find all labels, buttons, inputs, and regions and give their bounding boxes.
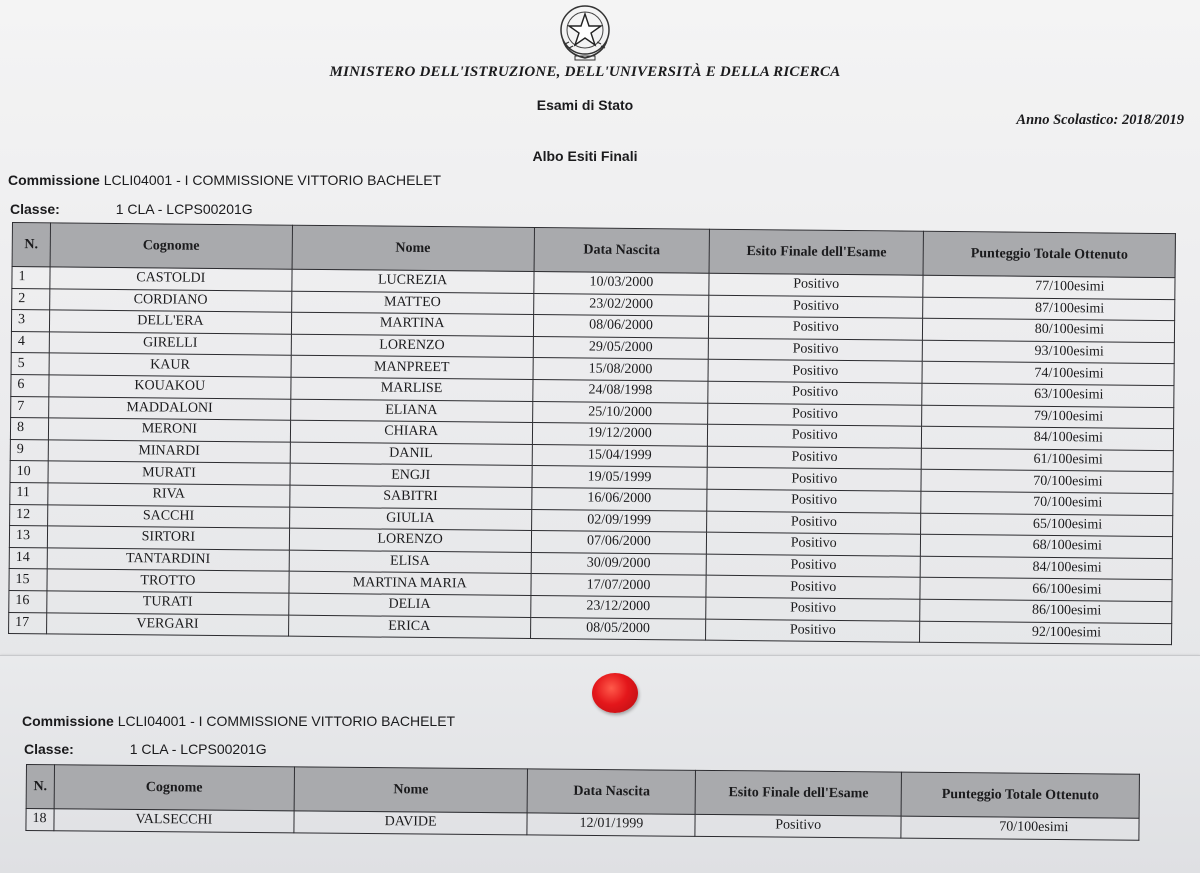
row-number: 18 [26, 809, 54, 831]
score-cell: 80/100esimi [923, 318, 1175, 342]
classe-value: 1 CLA - LCPS00201G [115, 201, 253, 217]
surname-cell: MINARDI [48, 440, 290, 464]
first-name-cell: DAVIDE [294, 811, 528, 835]
score-cell: 70/100esimi [921, 470, 1173, 494]
birth-date-cell: 10/03/2000 [533, 272, 709, 295]
score-cell: 70/100esimi [921, 491, 1173, 515]
row-number: 1 [12, 267, 50, 289]
score-cell: 74/100esimi [922, 362, 1174, 386]
surname-cell: DELL'ERA [49, 310, 291, 334]
birth-date-cell: 12/01/1999 [527, 813, 695, 836]
outcome-cell: Positivo [709, 338, 923, 362]
surname-cell: TURATI [47, 591, 289, 615]
score-cell: 70/100esimi [901, 816, 1139, 840]
surname-cell: KAUR [49, 353, 291, 377]
column-header-n: N. [26, 765, 54, 809]
surname-cell: MADDALONI [49, 396, 291, 420]
surname-cell: VERGARI [47, 612, 289, 636]
exam-title: Esami di Stato [536, 97, 634, 113]
row-number: 3 [11, 310, 49, 332]
classe-label: Classe: [10, 201, 60, 217]
surname-cell: KOUAKOU [49, 375, 291, 399]
first-name-cell: CHIARA [290, 420, 532, 444]
list-title: Albo Esiti Finali [532, 148, 638, 164]
first-name-cell: ENGJI [290, 464, 532, 488]
column-header-cognome: Cognome [54, 765, 294, 811]
row-number: 16 [9, 590, 47, 612]
birth-date-cell: 23/02/2000 [533, 293, 709, 316]
birth-date-cell: 30/09/2000 [531, 552, 707, 575]
first-name-cell: DANIL [290, 442, 532, 466]
birth-date-cell: 08/06/2000 [533, 315, 709, 338]
birth-date-cell: 19/05/1999 [532, 466, 708, 489]
outcome-cell: Positivo [708, 424, 922, 448]
first-name-cell: GIULIA [289, 507, 531, 531]
score-cell: 77/100esimi [923, 275, 1175, 299]
outcome-cell: Positivo [708, 446, 922, 470]
column-header-data-nascita: Data Nascita [528, 769, 696, 814]
commissione-line [8, 172, 441, 188]
row-number: 5 [11, 353, 49, 375]
row-number: 6 [11, 374, 49, 396]
first-name-cell: LORENZO [291, 334, 533, 358]
first-name-cell: MARTINA [291, 312, 533, 336]
birth-date-cell: 24/08/1998 [532, 379, 708, 402]
birth-date-cell: 25/10/2000 [532, 401, 708, 424]
outcome-cell: Positivo [706, 597, 920, 621]
row-number: 10 [10, 461, 48, 483]
row-number: 13 [9, 526, 47, 548]
score-cell: 87/100esimi [923, 297, 1175, 321]
table-body [9, 267, 1175, 645]
row-number: 14 [9, 547, 47, 569]
column-header-n: N. [12, 223, 50, 267]
surname-cell: TROTTO [47, 569, 289, 593]
surname-cell: TANTARDINI [47, 548, 289, 572]
birth-date-cell: 02/09/1999 [531, 509, 707, 532]
surname-cell: RIVA [48, 483, 290, 507]
birth-date-cell: 15/08/2000 [533, 358, 709, 381]
surname-cell: SIRTORI [47, 526, 289, 550]
first-name-cell: MARTINA MARIA [289, 571, 531, 595]
ministry-title: MINISTERO DELL'ISTRUZIONE, DELL'UNIVERSITÀ E DELLA RICERCA [329, 64, 841, 80]
column-header-punteggio: Punteggio Totale Ottenuto [923, 231, 1175, 277]
surname-cell: CORDIANO [50, 288, 292, 312]
first-name-cell: ELIANA [290, 399, 532, 423]
italian-republic-emblem-icon [553, 0, 617, 64]
column-header-nome: Nome [292, 225, 534, 271]
birth-date-cell: 23/12/2000 [530, 595, 706, 618]
outcome-cell: Positivo [709, 295, 923, 319]
classe-line [10, 201, 253, 217]
birth-date-cell: 29/05/2000 [533, 336, 709, 359]
classe-label: Classe: [24, 741, 74, 757]
surname-cell: CASTOLDI [50, 267, 292, 291]
first-name-cell: LORENZO [289, 528, 531, 552]
outcome-cell: Positivo [695, 814, 901, 837]
first-name-cell: DELIA [288, 593, 530, 617]
first-name-cell: ELISA [289, 550, 531, 574]
surname-cell: VALSECCHI [54, 809, 294, 833]
outcome-cell: Positivo [706, 575, 920, 599]
commissione-value: LCLI04001 - I COMMISSIONE VITTORIO BACHELET [103, 172, 442, 188]
first-name-cell: SABITRI [290, 485, 532, 509]
score-cell: 86/100esimi [920, 599, 1172, 623]
score-cell: 65/100esimi [921, 513, 1173, 537]
birth-date-cell: 19/12/2000 [532, 423, 708, 446]
column-header-punteggio: Punteggio Totale Ottenuto [901, 772, 1139, 818]
outcome-cell: Positivo [708, 360, 922, 384]
row-number: 8 [10, 418, 48, 440]
score-cell: 66/100esimi [920, 578, 1172, 602]
column-header-cognome: Cognome [50, 223, 292, 269]
score-cell: 79/100esimi [922, 405, 1174, 429]
column-header-esito: Esito Finale dell'Esame [709, 229, 923, 275]
row-number: 11 [10, 482, 48, 504]
outcome-cell: Positivo [707, 489, 921, 513]
first-name-cell: ERICA [288, 615, 530, 639]
row-number: 15 [9, 569, 47, 591]
surname-cell: MURATI [48, 461, 290, 485]
commissione-line [22, 713, 455, 729]
results-table [8, 222, 1176, 645]
row-number: 17 [9, 612, 47, 634]
outcome-cell: Positivo [708, 381, 922, 405]
column-header-nome: Nome [294, 767, 528, 813]
birth-date-cell: 16/06/2000 [531, 487, 707, 510]
first-name-cell: MANPREET [291, 356, 533, 380]
column-header-esito: Esito Finale dell'Esame [695, 770, 901, 816]
score-cell: 84/100esimi [920, 556, 1172, 580]
push-pin [592, 673, 638, 713]
score-cell: 93/100esimi [922, 340, 1174, 364]
outcome-cell: Positivo [707, 511, 921, 535]
surname-cell: GIRELLI [49, 332, 291, 356]
row-number: 12 [10, 504, 48, 526]
row-number: 7 [11, 396, 49, 418]
commissione-label: Commissione [22, 713, 114, 729]
outcome-cell: Positivo [708, 403, 922, 427]
score-cell: 68/100esimi [920, 534, 1172, 558]
commissione-label: Commissione [8, 172, 100, 188]
outcome-cell: Positivo [709, 273, 923, 297]
first-name-cell: MARLISE [291, 377, 533, 401]
outcome-cell: Positivo [706, 619, 920, 643]
score-cell: 63/100esimi [922, 383, 1174, 407]
row-number: 9 [10, 439, 48, 461]
surname-cell: MERONI [48, 418, 290, 442]
outcome-cell: Positivo [707, 532, 921, 556]
results-table [25, 764, 1140, 840]
row-number: 2 [12, 288, 50, 310]
birth-date-cell: 17/07/2000 [530, 574, 706, 597]
outcome-cell: Positivo [707, 468, 921, 492]
commissione-value: LCLI04001 - I COMMISSIONE VITTORIO BACHELET [117, 713, 456, 729]
classe-value: 1 CLA - LCPS00201G [129, 741, 267, 757]
surname-cell: SACCHI [48, 504, 290, 528]
score-cell: 84/100esimi [922, 426, 1174, 450]
score-cell: 61/100esimi [921, 448, 1173, 472]
birth-date-cell: 08/05/2000 [530, 617, 706, 640]
first-name-cell: LUCREZIA [292, 269, 534, 293]
birth-date-cell: 15/04/1999 [532, 444, 708, 467]
classe-line [24, 741, 267, 757]
outcome-cell: Positivo [709, 316, 923, 340]
school-year: Anno Scolastico: 2018/2019 [1016, 112, 1184, 128]
column-header-data-nascita: Data Nascita [534, 228, 710, 274]
row-number: 4 [11, 331, 49, 353]
score-cell: 92/100esimi [920, 621, 1172, 645]
outcome-cell: Positivo [707, 554, 921, 578]
birth-date-cell: 07/06/2000 [531, 531, 707, 554]
first-name-cell: MATTEO [291, 291, 533, 315]
